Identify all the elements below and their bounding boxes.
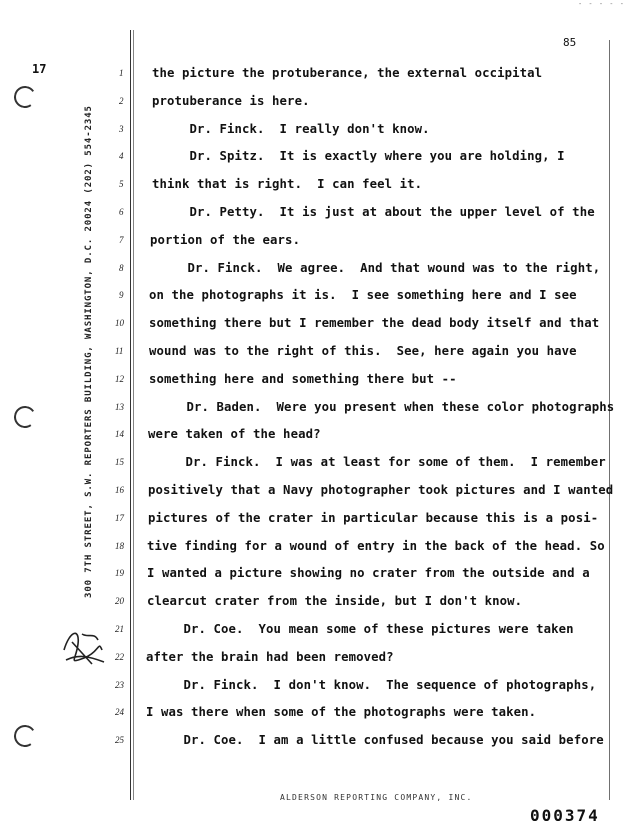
line-number: 12	[115, 373, 124, 384]
transcript-line: Dr. Finck. I don't know. The sequence of photographs,	[146, 677, 597, 692]
line-number: 22	[115, 651, 124, 662]
line-number: 14	[115, 429, 124, 440]
left-margin-number: 17	[32, 62, 47, 76]
line-number: 20	[115, 596, 124, 607]
transcript-line: Dr. Baden. Were you present when these color photographs	[149, 399, 615, 414]
line-number: 19	[115, 568, 124, 579]
transcript-line: something there but I remember the dead body itself and that	[149, 316, 600, 331]
line-number: 8	[119, 262, 124, 273]
transcript-line: tive finding for a wound of entry in the back of the head. So	[147, 538, 605, 553]
transcript-line: Dr. Finck. We agree. And that wound was to the right,	[150, 260, 601, 275]
line-number: 23	[115, 679, 124, 690]
line-number: 13	[115, 401, 124, 412]
transcript-line: after the brain had been removed?	[146, 649, 394, 664]
transcript-line: Dr. Coe. You mean some of these pictures were taken	[146, 622, 574, 636]
transcript-line: think that is right. I can feel it.	[152, 177, 423, 192]
transcript-line: Dr. Spitz. It is exactly where you are holding, I	[152, 149, 565, 164]
transcript-line: the picture the protuberance, the external occipital	[152, 66, 543, 80]
line-number: 9	[119, 290, 124, 301]
transcript-line: positively that a Navy photographer took pictures and I wanted	[148, 483, 614, 497]
left-margin-rule-inner	[133, 30, 134, 800]
transcript-line: Dr. Coe. I am a little confused because you said before	[146, 733, 604, 748]
page-number: 85	[563, 36, 577, 49]
bates-number: 000374	[530, 806, 600, 825]
line-number: 16	[115, 485, 124, 495]
transcript-line: Dr. Finck. I really don't know.	[152, 121, 430, 136]
line-number: 7	[119, 234, 124, 245]
line-number: 17	[115, 512, 124, 523]
right-margin-rule	[609, 40, 610, 800]
transcript-line: something here and something there but --	[149, 371, 457, 386]
transcript-line: on the photographs it is. I see something here and I see	[149, 288, 577, 303]
transcript-line: Dr. Finck. I was at least for some of them. I remember	[148, 455, 606, 470]
transcript-line: portion of the ears.	[150, 232, 301, 247]
transcript-line: I wanted a picture showing no crater from the outside and a	[147, 566, 590, 581]
reporter-address-sidebar: 300 7TH STREET, S.W. REPORTERS BUILDING, WASHINGTON, D.C. 20024 (202) 554-2345	[84, 105, 94, 598]
line-number: 10	[115, 318, 124, 329]
transcript-line: were taken of the head?	[148, 427, 321, 442]
line-number: 18	[115, 540, 124, 551]
binder-hole-top	[12, 84, 37, 109]
line-number: 24	[115, 707, 124, 718]
line-number: 25	[115, 735, 124, 746]
binder-hole-middle	[12, 404, 37, 429]
transcript-line: pictures of the crater in particular because this is a posi-	[148, 510, 599, 525]
line-number: 1	[119, 68, 124, 78]
reporting-company-footer: ALDERSON REPORTING COMPANY, INC.	[280, 793, 473, 802]
line-number: 15	[115, 457, 124, 468]
line-number: 6	[119, 207, 124, 217]
line-number: 2	[119, 95, 124, 106]
line-number: 4	[119, 151, 124, 162]
line-number: 5	[119, 179, 124, 190]
handwritten-initials	[58, 620, 110, 672]
line-number: 3	[119, 123, 124, 134]
top-mark: - - - - -	[578, 0, 625, 8]
transcript-line: clearcut crater from the inside, but I don't know.	[147, 594, 523, 609]
line-number: 11	[115, 346, 124, 356]
transcript-line: wound was to the right of this. See, here again you have	[149, 344, 577, 358]
binder-hole-bottom	[12, 723, 37, 748]
line-number: 21	[115, 624, 124, 634]
transcript-line: I was there when some of the photographs were taken.	[146, 705, 537, 720]
transcript-line: Dr. Petty. It is just at about the upper level of the	[152, 205, 595, 219]
left-margin-rule	[130, 30, 131, 800]
transcript-line: protuberance is here.	[152, 93, 310, 108]
